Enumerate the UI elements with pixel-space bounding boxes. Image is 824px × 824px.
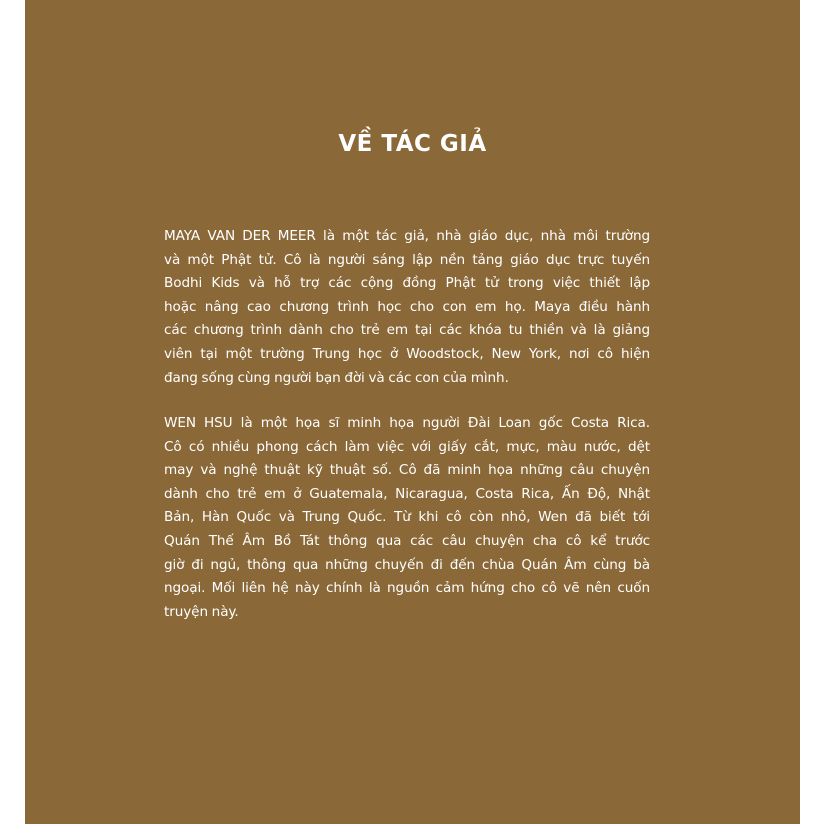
bio-line: MAYA VAN DER MEER là một tác giả, nhà giáo dục, nhà môi trường bbox=[164, 228, 650, 244]
bio-line: đang sống cùng người bạn đời và các con của mình. bbox=[164, 369, 509, 386]
bio-line: Cô có nhiều phong cách làm việc với giấy cắt, mực, màu nước, dệt bbox=[164, 438, 650, 455]
bio-line: và một Phật tử. Cô là người sáng lập nền tảng giáo dục trực tuyến bbox=[164, 251, 650, 268]
bio-line: may và nghệ thuật kỹ thuật số. Cô đã minh họa những câu chuyện bbox=[164, 462, 650, 479]
bio-line: WEN HSU là một họa sĩ minh họa người Đài Loan gốc Costa Rica. bbox=[164, 415, 650, 431]
bio-line: dành cho trẻ em ở Guatemala, Nicaragua, Costa Rica, Ấn Độ, Nhật bbox=[164, 485, 650, 502]
bio-line: giờ đi ngủ, thông qua những chuyến đi đến chùa Quán Âm cùng bà bbox=[164, 556, 650, 573]
page-title: VỀ TÁC GIẢ bbox=[338, 131, 487, 157]
bio-line: Bodhi Kids và hỗ trợ các cộng đồng Phật tử trong việc thiết lập bbox=[164, 275, 650, 292]
illustrator-bio-paragraph bbox=[164, 412, 650, 624]
bio-line: viên tại một trường Trung học ở Woodstock, New York, nơi cô hiện bbox=[164, 345, 650, 362]
bio-line: truyện này. bbox=[164, 603, 239, 620]
bio-line: hoặc nâng cao chương trình học cho con em họ. Maya điều hành bbox=[164, 298, 650, 315]
author-bio-paragraph bbox=[164, 225, 650, 390]
bio-line: các chương trình dành cho trẻ em tại các khóa tu thiền và là giảng bbox=[164, 322, 650, 339]
bio-line: ngoại. Mối liên hệ này chính là nguồn cảm hứng cho cô vẽ nên cuốn bbox=[164, 580, 650, 597]
bio-line: Bản, Hàn Quốc và Trung Quốc. Từ khi cô còn nhỏ, Wen đã biết tới bbox=[164, 509, 650, 526]
book-page bbox=[25, 0, 800, 824]
bio-line: Quán Thế Âm Bồ Tát thông qua các câu chuyện cha cô kể trước bbox=[164, 532, 650, 549]
